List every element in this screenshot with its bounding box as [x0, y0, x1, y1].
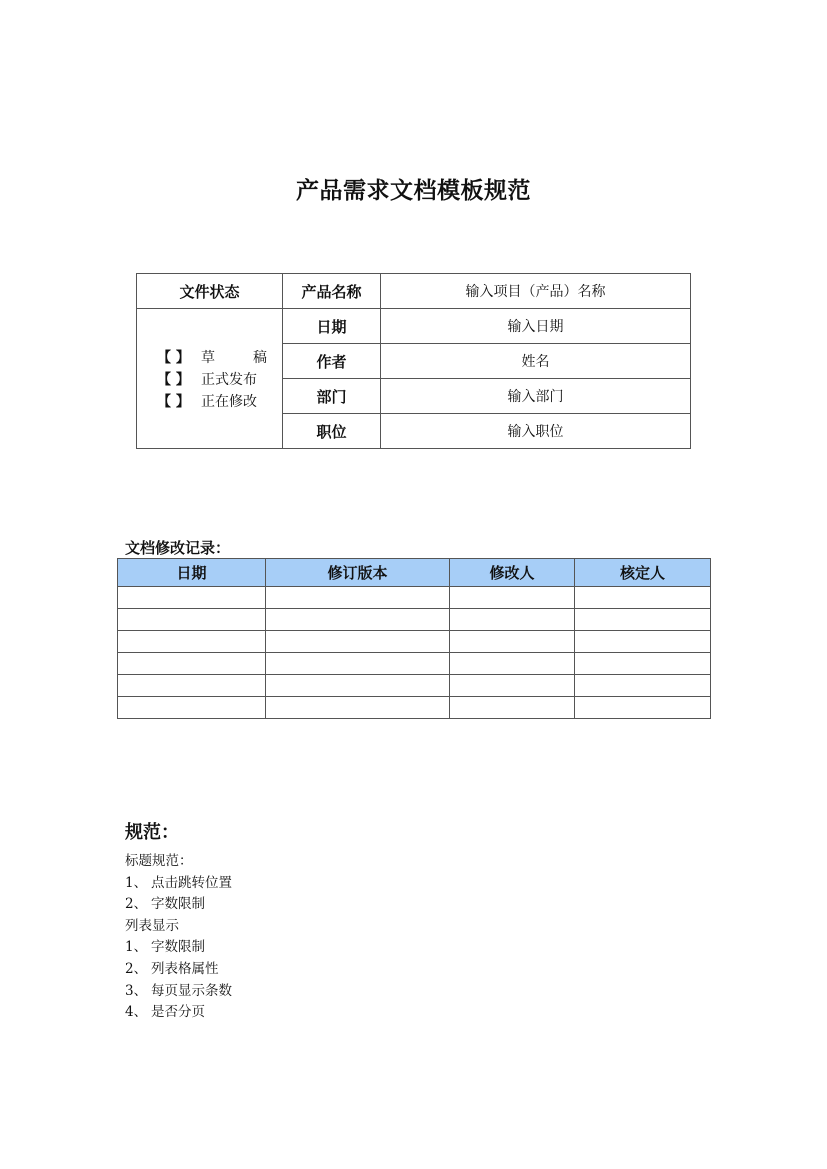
- author-value[interactable]: 姓名: [381, 344, 691, 379]
- position-value[interactable]: 输入职位: [381, 414, 691, 449]
- position-label: 职位: [283, 414, 381, 449]
- status-checkbox-draft[interactable]: 【 】: [157, 349, 190, 366]
- status-checkbox-published[interactable]: 【 】: [157, 371, 190, 388]
- list-item: [125, 873, 232, 895]
- revision-cell-date[interactable]: [118, 697, 266, 719]
- revision-cell-date[interactable]: [118, 675, 266, 697]
- revision-cell-date[interactable]: [118, 631, 266, 653]
- revision-cell-modifier[interactable]: [450, 609, 575, 631]
- list-item-text: 列表显示: [125, 917, 179, 934]
- table-row: [118, 653, 711, 675]
- status-label-published: 正式发布: [201, 371, 257, 388]
- list-item-text: 是否分页: [151, 1004, 205, 1021]
- table-row: [118, 675, 711, 697]
- date-label: 日期: [283, 309, 381, 344]
- list-item-number: 2、: [125, 960, 148, 977]
- list-item-text: 每页显示条数: [151, 982, 232, 999]
- list-item-number: 3、: [125, 982, 148, 999]
- revision-cell-approver[interactable]: [575, 609, 711, 631]
- list-item: [125, 959, 232, 981]
- table-row: [118, 587, 711, 609]
- list-item-number: 1、: [125, 874, 148, 891]
- list-item-text: 列表格属性: [151, 960, 219, 977]
- date-value[interactable]: 输入日期: [381, 309, 691, 344]
- revision-cell-date[interactable]: [118, 653, 266, 675]
- revision-header-version: 修订版本: [266, 559, 450, 587]
- list-item: [125, 1002, 232, 1024]
- list-item: [125, 851, 232, 873]
- revision-cell-date[interactable]: [118, 587, 266, 609]
- table-row: [118, 631, 711, 653]
- list-item-number: 1、: [125, 939, 148, 956]
- revision-cell-modifier[interactable]: [450, 675, 575, 697]
- department-value[interactable]: 输入部门: [381, 379, 691, 414]
- list-item: [125, 937, 232, 959]
- list-item-number: 4、: [125, 1004, 148, 1021]
- file-status-options: [137, 309, 283, 449]
- revision-header-date: 日期: [118, 559, 266, 587]
- list-item-text: 点击跳转位置: [151, 874, 232, 891]
- revision-cell-approver[interactable]: [575, 587, 711, 609]
- revision-record-table: [117, 558, 711, 719]
- status-label-draft: 草 稿: [201, 349, 267, 366]
- revision-header-approver: 核定人: [575, 559, 711, 587]
- author-label: 作者: [283, 344, 381, 379]
- status-option-editing[interactable]: [137, 390, 282, 412]
- revision-cell-version[interactable]: [266, 609, 450, 631]
- list-item-text: 字数限制: [151, 939, 205, 956]
- revision-cell-version[interactable]: [266, 653, 450, 675]
- table-row: [118, 609, 711, 631]
- spec-heading: 规范：: [125, 822, 179, 843]
- list-item-text: 标题规范：: [125, 853, 193, 869]
- revision-cell-version[interactable]: [266, 631, 450, 653]
- info-row-product-name: [137, 274, 691, 309]
- revision-record-body: [118, 587, 711, 719]
- revision-cell-modifier[interactable]: [450, 653, 575, 675]
- revision-cell-version[interactable]: [266, 587, 450, 609]
- list-item-text: 字数限制: [151, 896, 205, 913]
- list-item: [125, 916, 232, 938]
- revision-cell-version[interactable]: [266, 697, 450, 719]
- product-name-label: 产品名称: [283, 274, 381, 309]
- page-title: 产品需求文档模板规范: [296, 178, 531, 204]
- status-option-draft[interactable]: [137, 346, 282, 368]
- product-name-value[interactable]: 输入项目（产品）名称: [381, 274, 691, 309]
- status-option-published[interactable]: [137, 368, 282, 390]
- department-label: 部门: [283, 379, 381, 414]
- document-info-table: [136, 273, 691, 449]
- info-row-date: [137, 309, 691, 344]
- status-checkbox-editing[interactable]: 【 】: [157, 393, 190, 410]
- revision-cell-modifier[interactable]: [450, 697, 575, 719]
- list-item: [125, 894, 232, 916]
- status-label-editing: 正在修改: [201, 393, 257, 410]
- revision-record-caption: 文档修改记录：: [125, 539, 231, 557]
- revision-header-row: [118, 559, 711, 587]
- revision-cell-version[interactable]: [266, 675, 450, 697]
- revision-cell-approver[interactable]: [575, 653, 711, 675]
- revision-cell-approver[interactable]: [575, 697, 711, 719]
- revision-cell-modifier[interactable]: [450, 631, 575, 653]
- file-status-label: 文件状态: [137, 274, 283, 309]
- list-item: [125, 981, 232, 1003]
- revision-header-modifier: 修改人: [450, 559, 575, 587]
- revision-cell-modifier[interactable]: [450, 587, 575, 609]
- revision-cell-approver[interactable]: [575, 675, 711, 697]
- list-item-number: 2、: [125, 896, 148, 913]
- revision-cell-date[interactable]: [118, 609, 266, 631]
- spec-list: [125, 851, 232, 1024]
- revision-cell-approver[interactable]: [575, 631, 711, 653]
- table-row: [118, 697, 711, 719]
